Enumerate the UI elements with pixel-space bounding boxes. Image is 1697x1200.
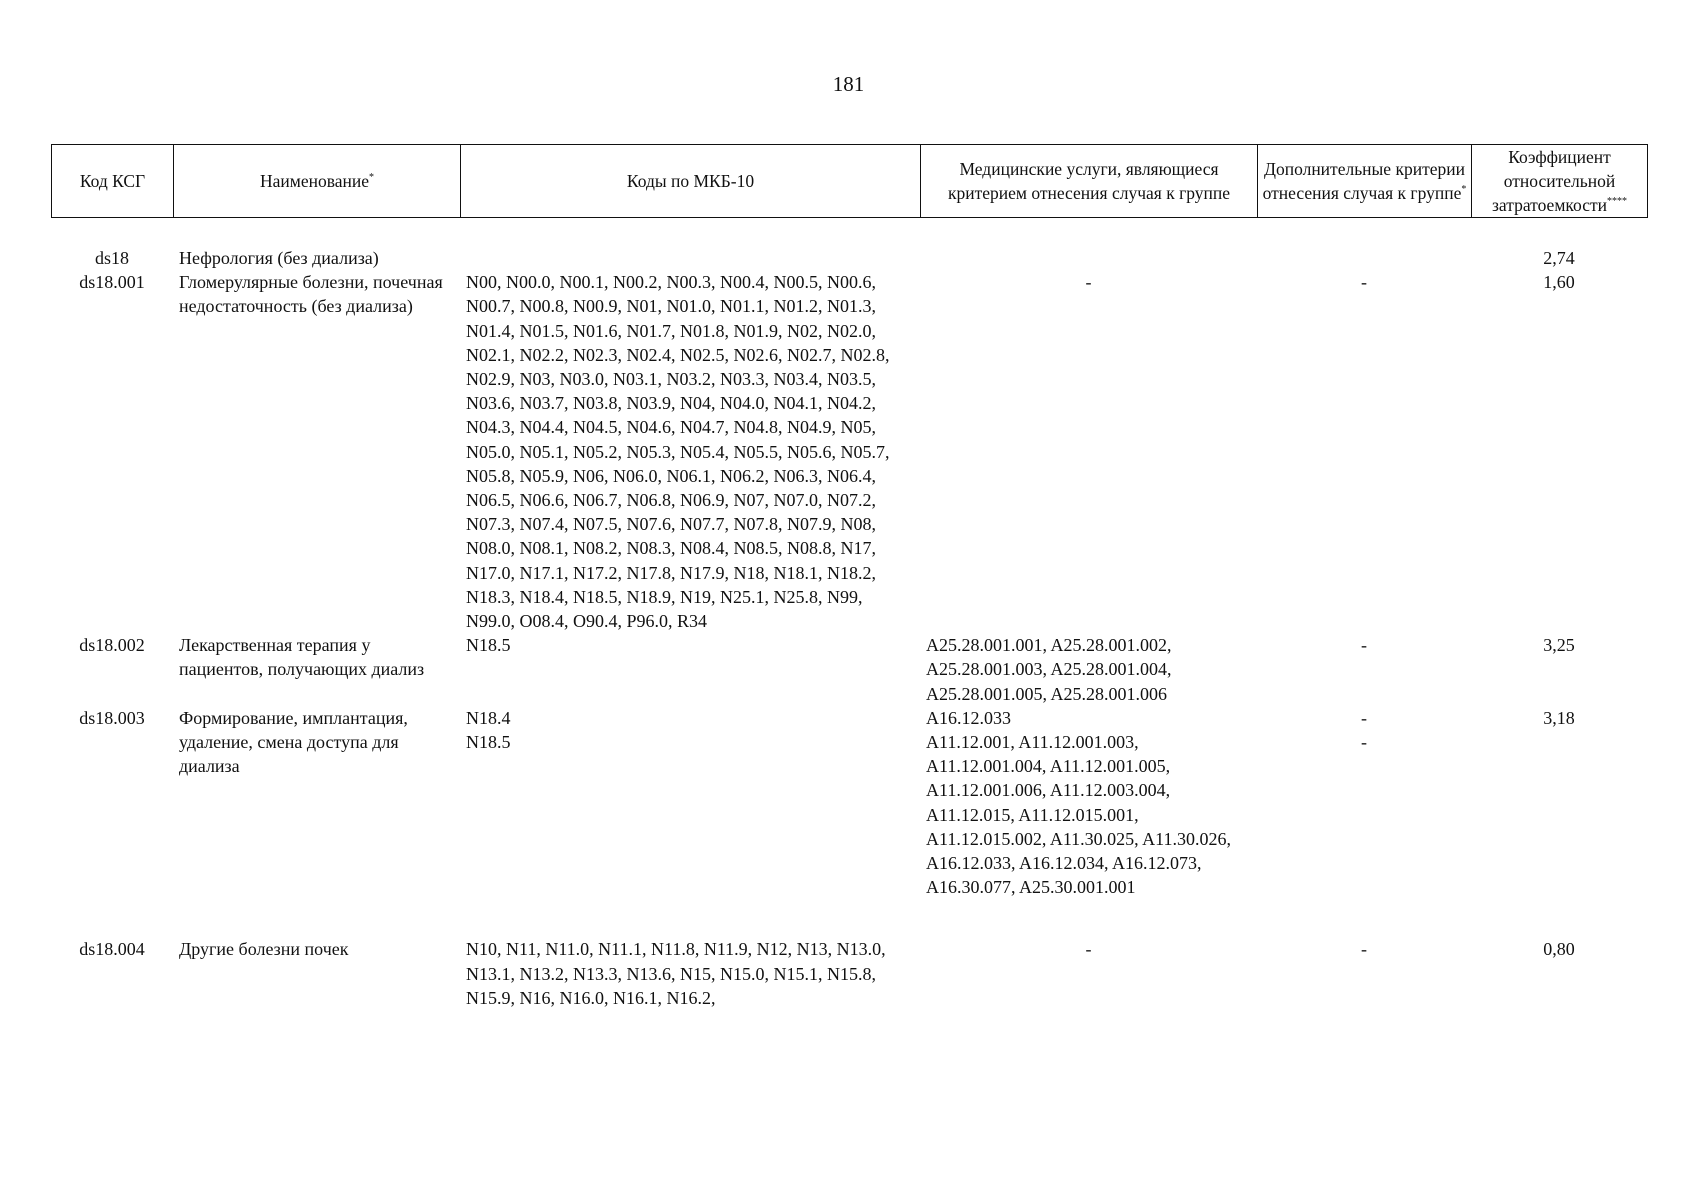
cell-code: ds18.001 <box>79 272 145 293</box>
cell-criteria: - <box>1361 707 1367 728</box>
cell-icd: N10, N11, N11.0, N11.1, N11.8, N11.9, N12, N13, N13.0, N13.1, N13.2, N13.3, N13.6, N15, N15.0, N15.1, N15.8, N15.9, N16, N16.0, N16.1, N16.2, <box>466 939 886 1008</box>
cell-icd: N18.5 <box>466 732 511 753</box>
table-header <box>51 144 1648 218</box>
cell-code: ds18 <box>94 248 129 268</box>
cell-coefficient: 3,25 <box>1543 635 1575 656</box>
header-code: Код КСГ <box>52 145 174 218</box>
header-icd: Коды по МКБ-10 <box>461 145 921 218</box>
cell-services: A25.28.001.001, A25.28.001.002, A25.28.001.003, A25.28.001.004, A25.28.001.005, A25.28.001.006 <box>926 635 1172 704</box>
cell-services: A16.12.033 <box>926 707 1011 728</box>
row-spacer <box>51 899 1647 937</box>
cell-name: Формирование, имплантация, удаление, смена доступа для диализа <box>179 707 408 777</box>
cell-criteria <box>1257 246 1471 270</box>
cell-criteria: - <box>1361 939 1367 960</box>
table-row <box>51 270 1647 633</box>
cell-icd <box>460 246 920 270</box>
table-row <box>51 633 1647 706</box>
table-row <box>51 706 1647 730</box>
cell-services: - <box>1085 939 1092 960</box>
table-row <box>51 937 1647 1010</box>
header-services: Медицинские услуги, являющиеся критерием отнесения случая к группе <box>921 145 1258 218</box>
cell-name: Нефрология (без диализа) <box>179 248 379 268</box>
cell-name: Гломерулярные болезни, почечная недостаточность (без диализа) <box>179 272 443 317</box>
cell-coefficient: 3,18 <box>1543 707 1575 728</box>
cell-services <box>920 246 1257 270</box>
table-row <box>51 246 1647 270</box>
cell-name: Лекарственная терапия у пациентов, получающих диализ <box>179 635 425 680</box>
cell-icd: N18.4 <box>466 707 511 728</box>
cell-code: ds18.003 <box>79 707 145 728</box>
cell-criteria: - <box>1361 732 1367 753</box>
cell-coefficient: 0,80 <box>1543 939 1575 960</box>
page-number: 181 <box>832 72 865 96</box>
cell-code: ds18.004 <box>79 939 145 960</box>
table-body <box>51 246 1647 1010</box>
cell-services: - <box>1085 272 1092 293</box>
cell-icd: N00, N00.0, N00.1, N00.2, N00.3, N00.4, N00.5, N00.6, N00.7, N00.8, N00.9, N01, N01.0, N01.1, N01.2, N01.3, N01.4, N01.5, N01.6, N01.7, N01.8, N01.9, N02, N02.0, N02.1, N02.2, N02.3, N02.4, N02.5, N02.6, N02.7, N02.8, N02.9, N03, N03.0, N03.1, N03.2, N03.3, N03.4, N03.5, N03.6, N03.7, N03.8, N03.9, N04, N04.0, N04.1, N04.2, N04.3, N04.4, N04.5, N04.6, N04.7, N04.8, N04.9, N05, N05.0, N05.1, N05.2, N05.3, N05.4, N05.5, N05.6, N05.7, N05.8, N05.9, N06, N06.0, N06.1, N06.2, N06.3, N06.4, N06.5, N06.6, N06.7, N06.8, N06.9, N07, N07.0, N07.2, N07.3, N07.4, N07.5, N07.6, N07.7, N07.8, N07.9, N08, N08.0, N08.1, N08.2, N08.3, N08.4, N08.5, N08.8, N17, N17.0, N17.1, N17.2, N17.8, N17.9, N18, N18.1, N18.2, N18.3, N18.4, N18.5, N18.9, N19, N25.1, N25.8, N99, N99.0, O08.4, O90.4, P96.0, R34 <box>466 272 890 632</box>
header-coefficient: Коэффициент относительной затратоемкости**** <box>1472 145 1648 218</box>
cell-coefficient: 1,60 <box>1543 272 1575 293</box>
cell-services: A11.12.001, A11.12.001.003, A11.12.001.004, A11.12.001.005, A11.12.001.006, A11.12.003.004, A11.12.015, A11.12.015.001, A11.12.015.002, A11.30.025, A11.30.026, A16.12.033, A16.12.034, A16.12.073, A16.30.077, A25.30.001.001 <box>926 732 1232 898</box>
cell-coefficient: 2,74 <box>1543 248 1575 268</box>
cell-criteria: - <box>1361 635 1367 656</box>
header-criteria: Дополнительные критерии отнесения случая к группе* <box>1258 145 1472 218</box>
header-name: Наименование* <box>174 145 461 218</box>
cell-name: Другие болезни почек <box>179 939 349 960</box>
cell-criteria: - <box>1361 272 1367 293</box>
cell-icd: N18.5 <box>466 635 511 656</box>
cell-code: ds18.002 <box>79 635 145 656</box>
